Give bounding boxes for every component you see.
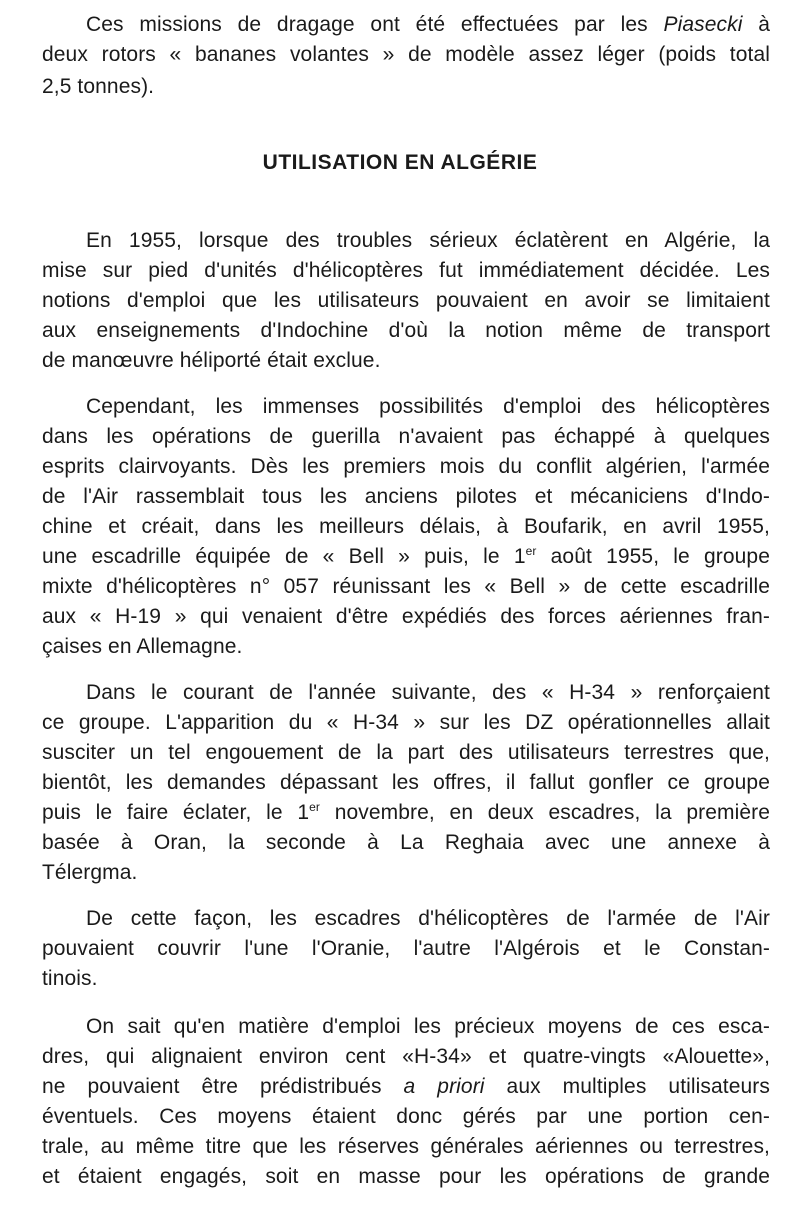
text-line: de manœuvre héliporté était exclue. xyxy=(42,349,381,372)
text-line: Cependant, les immenses possibilités d'emploi des hélicoptères xyxy=(86,395,770,418)
text-line: bientôt, les demandes dépassant les offres, il fallut gonfler ce groupe xyxy=(42,771,770,794)
text-line: Ces missions de dragage ont été effectuées par les Piasecki à xyxy=(86,13,770,36)
text-line: deux rotors « bananes volantes » de modèle assez léger (poids total xyxy=(42,43,770,66)
text-line: dans les opérations de guerilla n'avaient pas échappé à quelques xyxy=(42,425,770,448)
text-line: dres, qui alignaient environ cent «H-34» et quatre-vingts «Alouette», xyxy=(42,1045,770,1068)
text-line: mise sur pied d'unités d'hélicoptères fut immédiatement décidée. Les xyxy=(42,259,770,282)
text-line: De cette façon, les escadres d'hélicoptères de l'armée de l'Air xyxy=(86,907,770,930)
text-line: et étaient engagés, soit en masse pour les opérations de grande xyxy=(42,1165,770,1188)
text-line: En 1955, lorsque des troubles sérieux éclatèrent en Algérie, la xyxy=(86,229,770,252)
text-line: une escadrille équipée de « Bell » puis, le 1er août 1955, le groupe xyxy=(42,544,770,568)
text-line: aux « H-19 » qui venaient d'être expédiés des forces aériennes fran- xyxy=(42,605,770,628)
text-line: ne pouvaient être prédistribués a priori aux multiples utilisateurs xyxy=(42,1075,770,1098)
text-line: Dans le courant de l'année suivante, des « H-34 » renforçaient xyxy=(86,681,770,704)
text-line: chine et créait, dans les meilleurs délais, à Boufarik, en avril 1955, xyxy=(42,515,770,538)
text-line: trale, au même titre que les réserves générales aériennes ou terrestres, xyxy=(42,1135,770,1158)
text-line: basée à Oran, la seconde à La Reghaia avec une annexe à xyxy=(42,831,770,854)
text-line: puis le faire éclater, le 1er novembre, en deux escadres, la première xyxy=(42,800,770,824)
text-line: mixte d'hélicoptères n° 057 réunissant les « Bell » de cette escadrille xyxy=(42,575,770,598)
text-line: notions d'emploi que les utilisateurs pouvaient en avoir se limitaient xyxy=(42,289,770,312)
text-line: tinois. xyxy=(42,967,98,990)
text-line: pouvaient couvrir l'une l'Oranie, l'autre l'Algérois et le Constan- xyxy=(42,937,770,960)
text-line: Télergma. xyxy=(42,861,138,884)
text-line: 2,5 tonnes). xyxy=(42,75,155,98)
text-line: susciter un tel engouement de la part des utilisateurs terrestres que, xyxy=(42,741,770,764)
text-line: aux enseignements d'Indochine d'où la notion même de transport xyxy=(42,319,770,342)
text-line: esprits clairvoyants. Dès les premiers mois du conflit algérien, l'armée xyxy=(42,455,770,478)
text-line: çaises en Allemagne. xyxy=(42,635,243,658)
text-line: ce groupe. L'apparition du « H-34 » sur les DZ opérationnelles allait xyxy=(42,711,770,734)
text-line: éventuels. Ces moyens étaient donc gérés par une portion cen- xyxy=(42,1105,770,1128)
text-line: On sait qu'en matière d'emploi les précieux moyens de ces esca- xyxy=(86,1015,770,1038)
section-heading: UTILISATION EN ALGÉRIE xyxy=(262,151,538,174)
text-line: de l'Air rassemblait tous les anciens pilotes et mécaniciens d'Indo- xyxy=(42,485,770,508)
